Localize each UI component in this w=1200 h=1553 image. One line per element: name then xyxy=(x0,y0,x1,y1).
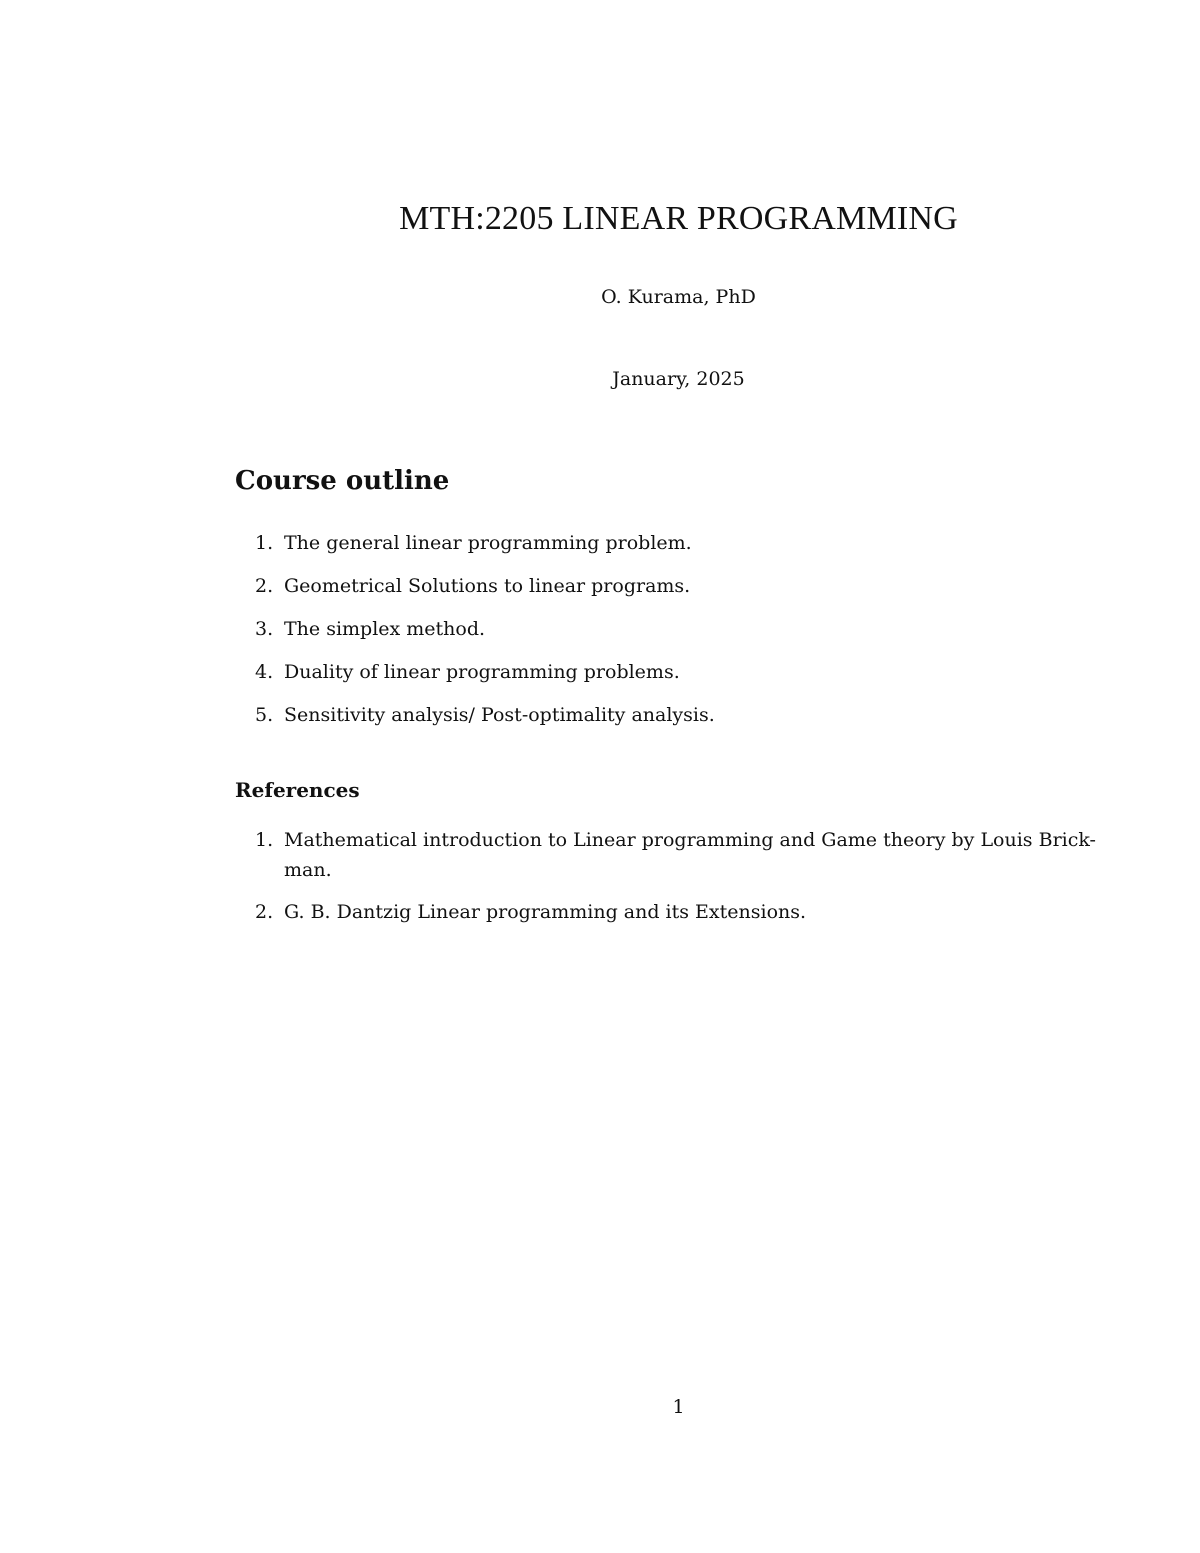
outline-item xyxy=(235,614,1130,644)
references-list xyxy=(235,825,1130,939)
outline-item-text: The general linear programming problem. xyxy=(284,532,692,554)
reference-item xyxy=(235,897,1130,927)
reference-item-number: 2. xyxy=(255,901,274,923)
outline-item xyxy=(235,571,1130,601)
outline-item xyxy=(235,657,1130,687)
outline-item-number: 1. xyxy=(255,532,274,554)
outline-item xyxy=(235,700,1130,730)
reference-item-number: 1. xyxy=(255,829,274,851)
author-line: O. Kurama, PhD xyxy=(601,286,756,308)
outline-item-number: 5. xyxy=(255,704,274,726)
date-line: January, 2025 xyxy=(612,368,745,390)
document-title: MTH:2205 LINEAR PROGRAMMING xyxy=(399,200,958,237)
outline-item-text: The simplex method. xyxy=(284,618,486,640)
outline-item-number: 4. xyxy=(255,661,274,683)
reference-item xyxy=(235,825,1130,885)
outline-item xyxy=(235,528,1130,558)
reference-item-text: G. B. Dantzig Linear programming and its Extensions. xyxy=(284,901,807,923)
references-heading: References xyxy=(235,778,360,802)
outline-item-number: 2. xyxy=(255,575,274,597)
course-outline-list xyxy=(235,528,1130,743)
outline-item-number: 3. xyxy=(255,618,274,640)
outline-item-text: Duality of linear programming problems. xyxy=(284,661,680,683)
page-number: 1 xyxy=(672,1396,685,1418)
course-outline-heading: Course outline xyxy=(235,466,450,496)
outline-item-text: Geometrical Solutions to linear programs. xyxy=(284,575,691,597)
reference-item-text: Mathematical introduction to Linear programming and Game theory by Louis Brick-man. xyxy=(284,829,1096,881)
outline-item-text: Sensitivity analysis/ Post-optimality analysis. xyxy=(284,704,715,726)
